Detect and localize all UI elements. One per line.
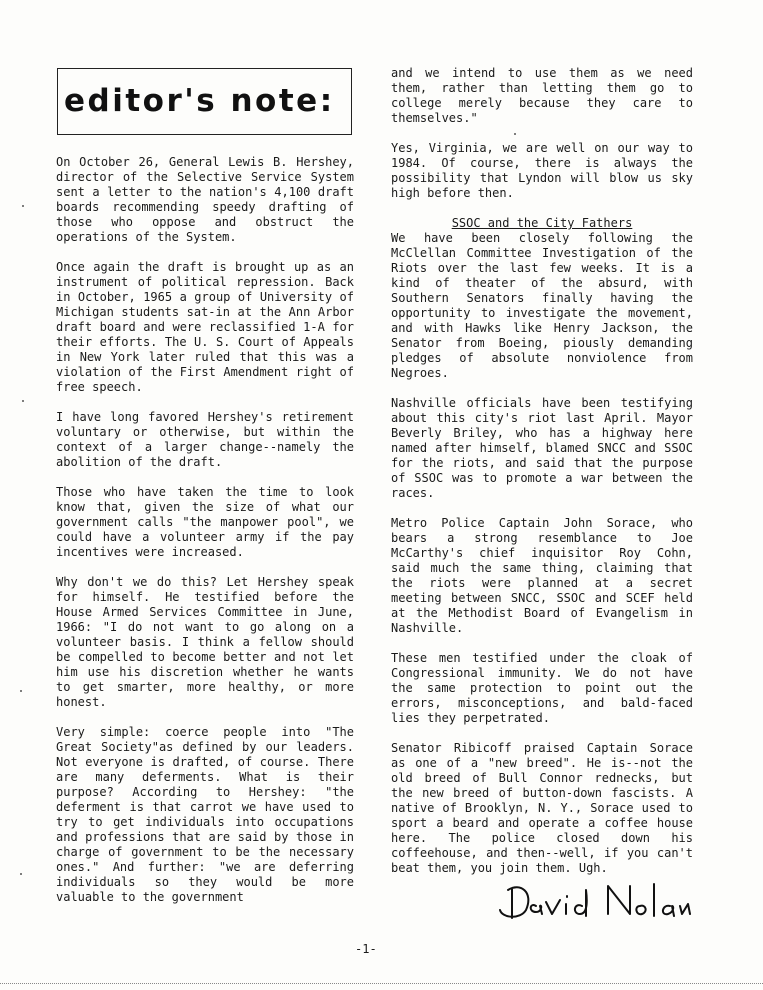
paragraph: Those who have taken the time to look know that, given the size of what our government calls "the manpower pool", we could have a volunteer army if the pay incentives were increased.	[56, 485, 354, 559]
paragraph: Yes, Virginia, we are well on our way to 1984. Of course, there is always the possibility that Lyndon will blow us sky high before then.	[391, 141, 693, 200]
page-title: editor's note:	[64, 83, 335, 119]
scan-speck	[20, 690, 22, 692]
bottom-divider	[0, 983, 763, 984]
paragraph: These men testified under the cloak of Congressional immunity. We do not have the same protection to point out the errors, misconceptions, and bald-faced lies they perpetrated.	[391, 651, 693, 725]
paragraph: Senator Ribicoff praised Captain Sorace as one of a "new breed". He is--not the old breed of Bull Connor rednecks, but the new breed of button-down fascists. A native of Brooklyn, N. Y., Sorace used to sport a beard and operate a coffee house here. The police closed down his coffeehouse, and then--well, if you can't beat them, you join them. Ugh.	[391, 741, 693, 875]
paragraph: Metro Police Captain John Sorace, who bears a strong resemblance to Joe McCarthy's chief inquisitor Roy Cohn, said much the same thing, claiming that the riots were planned at a secret meeting between SNCC, SSOC and SCEF held at the Methodist Board of Evangelism in Nashville.	[391, 516, 693, 635]
paragraph: I have long favored Hershey's retirement voluntary or otherwise, but within the context of a larger change--namely the abolition of the draft.	[56, 410, 354, 469]
right-column	[391, 66, 693, 891]
signature	[490, 876, 700, 926]
title-box	[57, 68, 352, 135]
section-heading: SSOC and the City Fathers	[451, 216, 633, 230]
page-number: -1-	[355, 942, 377, 956]
paragraph: We have been closely following the McClellan Committee Investigation of the Riots over the last few weeks. It is a kind of theater of the absurd, with Southern Senators finally having the opportunity to investigate the movement, and with Hawks like Henry Jackson, the Senator from Boeing, piously demanding pledges of absolute nonviolence from Negroes.	[391, 231, 693, 380]
scan-speck	[22, 400, 24, 402]
scan-speck	[20, 873, 22, 875]
paragraph: Why don't we do this? Let Hershey speak for himself. He testified before the House Armed Services Committee in June, 1966: "I do not want to go along on a volunteer basis. I think a fellow should be compelled to become better and not let him use his discretion whether he wants to get smarter, more healthy, or more honest.	[56, 575, 354, 709]
scan-speck	[22, 205, 24, 207]
paragraph: and we intend to use them as we need them, rather than letting them go to college merely because they care to themselves."	[391, 66, 693, 125]
paragraph: On October 26, General Lewis B. Hershey, director of the Selective Service System sent a letter to the nation's 4,100 draft boards recommending speedy drafting of those who oppose and obstruct the operations of the System.	[56, 155, 354, 244]
scan-speck	[514, 133, 516, 135]
left-column	[56, 155, 354, 920]
paragraph: Very simple: coerce people into "The Great Society"as defined by our leaders. Not everyone is drafted, of course. There are many deferments. What is their purpose? According to Hershey: "the deferment is that carrot we have used to try to get individuals into occupations and professions that are said by those in charge of government to be the necessary ones." And further: "we are deferring individuals so they would be more valuable to the government	[56, 725, 354, 904]
paragraph: Once again the draft is brought up as an instrument of political repression. Back in October, 1965 a group of University of Michigan students sat-in at the Ann Arbor draft board and were reclassified 1-A for their efforts. The U. S. Court of Appeals in New York later ruled that this was a violation of the First Amendment right of free speech.	[56, 260, 354, 394]
paragraph: Nashville officials have been testifying about this city's riot last April. Mayor Beverly Briley, who has a highway here named after himself, blamed SNCC and SSOC for the riots, and said that the purpose of SSOC was to promote a war between the races.	[391, 396, 693, 500]
